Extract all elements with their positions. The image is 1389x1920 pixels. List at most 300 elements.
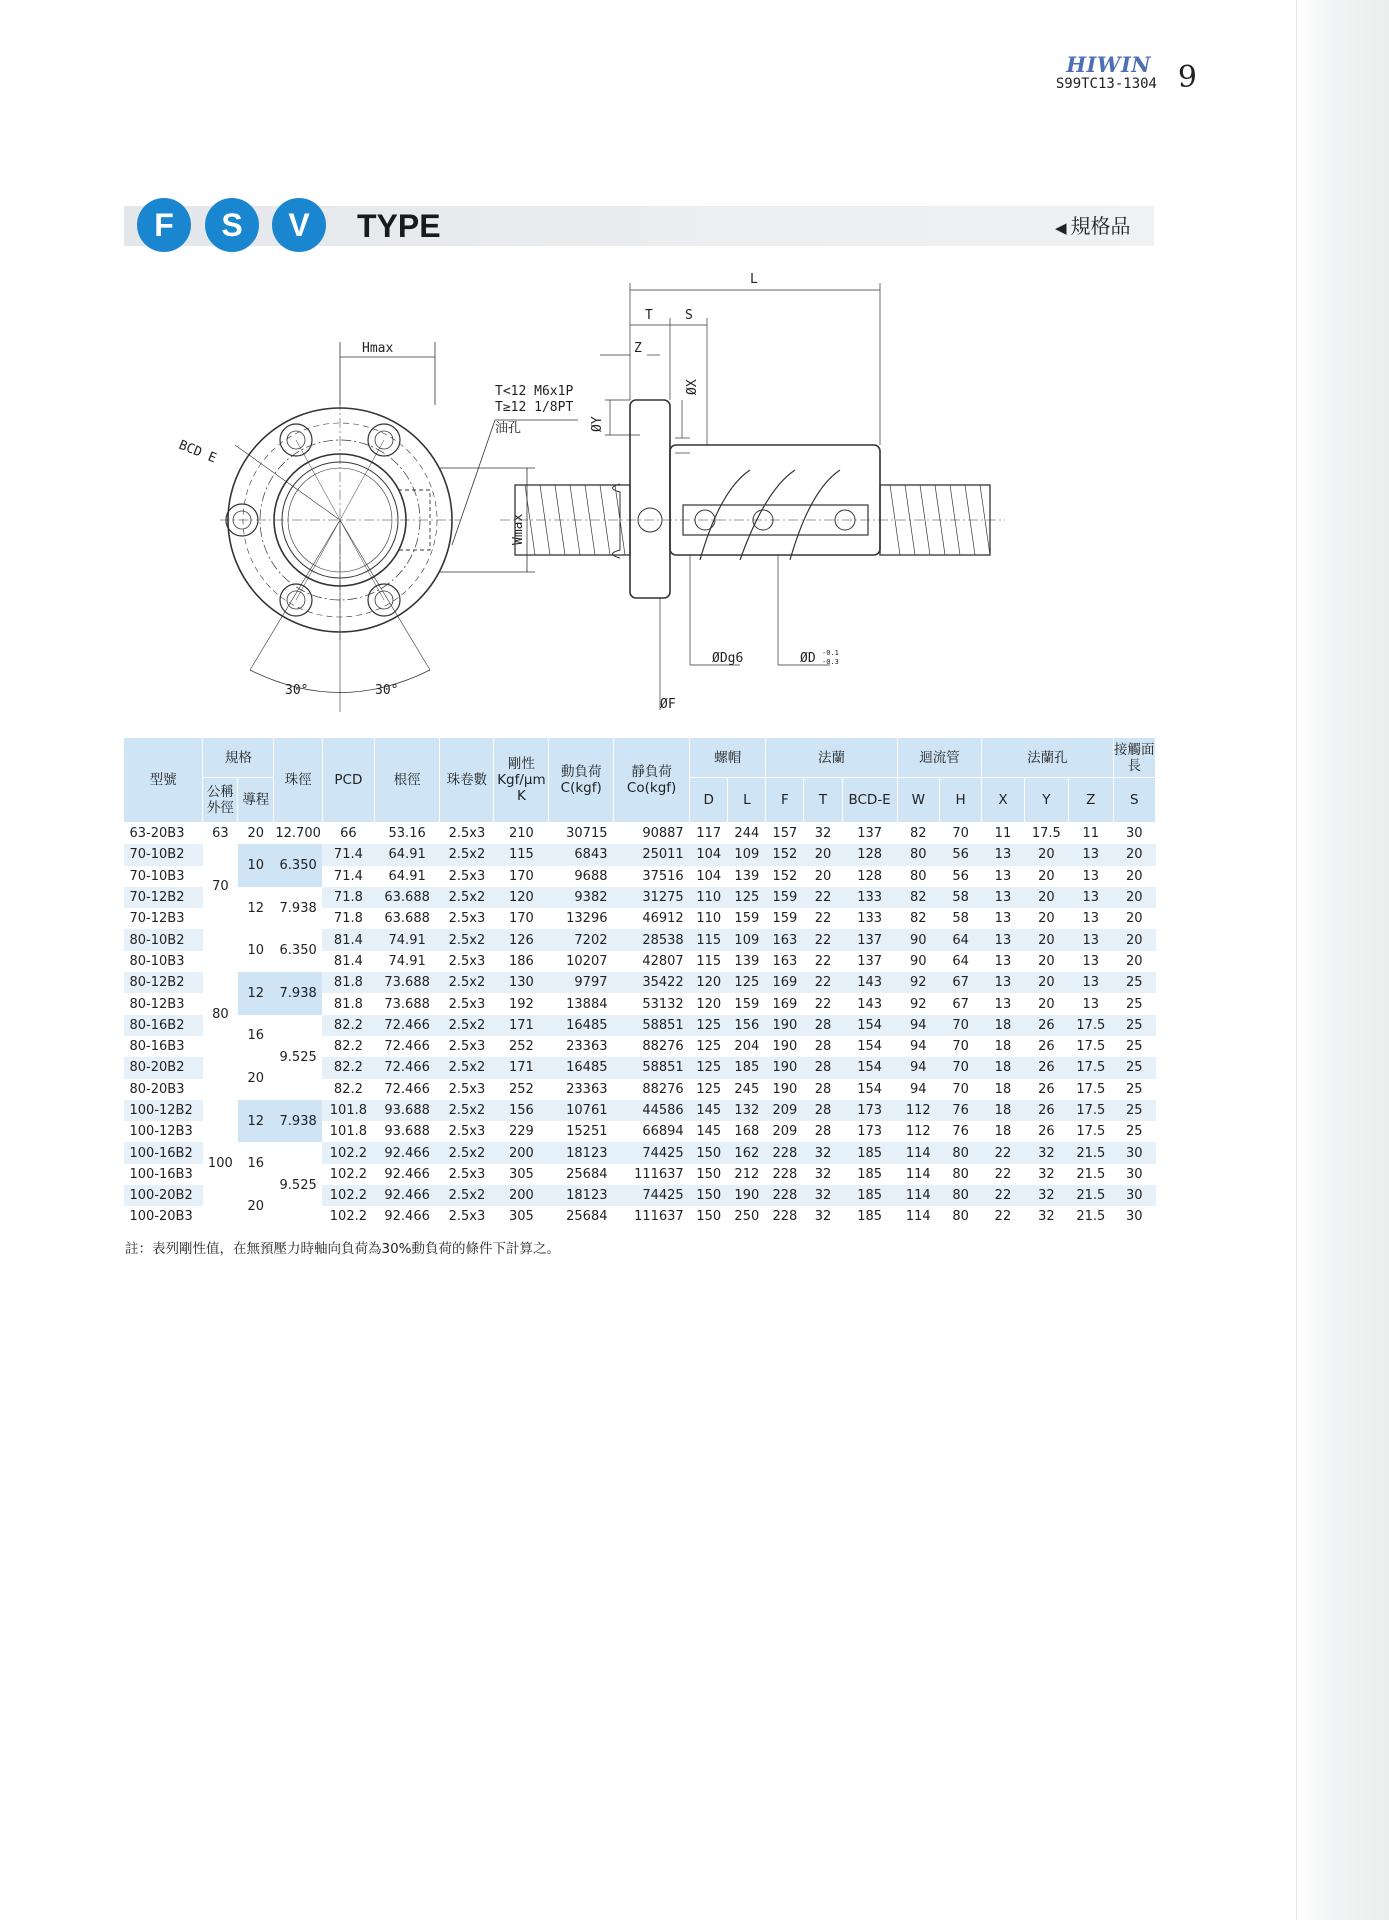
cell-s: 20 [1113, 929, 1155, 950]
cell-s: 25 [1113, 993, 1155, 1014]
table-row [124, 844, 1156, 865]
cell-f: 163 [766, 951, 804, 972]
cell-s: 25 [1113, 1057, 1155, 1078]
th-flange: 法蘭 [766, 738, 897, 778]
cell-model: 70-10B2 [124, 844, 203, 865]
cell-h: 56 [939, 844, 981, 865]
cell-pcd: 101.8 [322, 1100, 374, 1121]
cell-h: 80 [939, 1142, 981, 1163]
cell-d: 125 [690, 1036, 728, 1057]
cell-circ: 2.5x3 [440, 1206, 494, 1227]
cell-y: 26 [1024, 1036, 1068, 1057]
footnote: 註：表列剛性值，在無預壓力時軸向負荷為30%動負荷的條件下計算之。 [125, 1241, 561, 1257]
cell-s: 25 [1113, 1036, 1155, 1057]
cell-nominal-od: 63 [203, 823, 238, 845]
cell-x: 13 [982, 908, 1024, 929]
cell-nominal-od: 80 [203, 929, 238, 1099]
cell-f: 157 [766, 823, 804, 845]
cell-bcde: 185 [842, 1206, 897, 1227]
cell-z: 21.5 [1069, 1142, 1113, 1163]
cell-model: 63-20B3 [124, 823, 203, 845]
cell-root: 93.688 [374, 1121, 440, 1142]
doc-code: S99TC13-1304 [1055, 76, 1157, 92]
label-dim-l: L [750, 272, 758, 287]
cell-h: 70 [939, 1015, 981, 1036]
cell-w: 94 [897, 1036, 939, 1057]
cell-co: 46912 [614, 908, 690, 929]
cell-k: 130 [494, 972, 549, 993]
cell-w: 80 [897, 844, 939, 865]
cell-pcd: 102.2 [322, 1206, 374, 1227]
cell-w: 90 [897, 929, 939, 950]
cell-model: 80-20B3 [124, 1079, 203, 1100]
cell-bcde: 137 [842, 823, 897, 845]
cell-h: 80 [939, 1185, 981, 1206]
cell-bcde: 185 [842, 1142, 897, 1163]
cell-l: 125 [728, 972, 766, 993]
cell-circ: 2.5x2 [440, 1142, 494, 1163]
cell-pcd: 71.8 [322, 908, 374, 929]
label-dim-s: S [685, 308, 693, 323]
cell-y: 17.5 [1024, 823, 1068, 845]
label-dim-y: ØY [590, 416, 605, 432]
cell-c: 23363 [549, 1079, 614, 1100]
th-d: D [690, 778, 728, 823]
cell-t: 32 [804, 1206, 842, 1227]
cell-t: 22 [804, 972, 842, 993]
standard-label-text: 規格品 [1070, 214, 1131, 238]
cell-d: 125 [690, 1057, 728, 1078]
cell-z: 11 [1069, 823, 1113, 845]
th-spec: 規格 [203, 738, 274, 778]
cell-t: 28 [804, 1079, 842, 1100]
cell-d: 125 [690, 1015, 728, 1036]
cell-k: 170 [494, 908, 549, 929]
cell-f: 163 [766, 929, 804, 950]
cell-model: 100-16B2 [124, 1142, 203, 1163]
cell-circ: 2.5x3 [440, 1079, 494, 1100]
cell-model: 80-16B3 [124, 1036, 203, 1057]
cell-pcd: 82.2 [322, 1036, 374, 1057]
th-flange-hole: 法蘭孔 [982, 738, 1113, 778]
cell-y: 32 [1024, 1142, 1068, 1163]
cell-root: 92.466 [374, 1142, 440, 1163]
cell-root: 64.91 [374, 844, 440, 865]
cell-t: 22 [804, 951, 842, 972]
cell-z: 13 [1069, 993, 1113, 1014]
cell-h: 56 [939, 866, 981, 887]
table-row [124, 1142, 1156, 1163]
th-w: W [897, 778, 939, 823]
cell-c: 16485 [549, 1015, 614, 1036]
left-triangle-icon: ◀ [1055, 219, 1067, 237]
cell-circ: 2.5x3 [440, 1164, 494, 1185]
cell-c: 7202 [549, 929, 614, 950]
th-nominal-od: 公稱外徑 [203, 778, 238, 823]
cell-model: 100-12B3 [124, 1121, 203, 1142]
cell-x: 18 [982, 1121, 1024, 1142]
cell-co: 25011 [614, 844, 690, 865]
cell-ball: 9.525 [274, 1142, 323, 1227]
cell-pcd: 81.4 [322, 951, 374, 972]
cell-t: 22 [804, 993, 842, 1014]
table-row [124, 887, 1156, 908]
cell-l: 125 [728, 887, 766, 908]
cell-c: 9382 [549, 887, 614, 908]
cell-z: 21.5 [1069, 1206, 1113, 1227]
cell-d: 150 [690, 1142, 728, 1163]
cell-h: 80 [939, 1164, 981, 1185]
cell-x: 13 [982, 972, 1024, 993]
cell-c: 10207 [549, 951, 614, 972]
cell-ball: 6.350 [274, 929, 323, 972]
cell-y: 32 [1024, 1206, 1068, 1227]
cell-pcd: 71.4 [322, 844, 374, 865]
cell-lead: 12 [238, 887, 274, 930]
cell-k: 171 [494, 1015, 549, 1036]
cell-t: 20 [804, 866, 842, 887]
cell-root: 73.688 [374, 972, 440, 993]
th-x: X [982, 778, 1024, 823]
cell-z: 21.5 [1069, 1164, 1113, 1185]
cell-f: 152 [766, 844, 804, 865]
cell-z: 13 [1069, 887, 1113, 908]
label-dim-t: T [645, 308, 653, 323]
cell-root: 72.466 [374, 1015, 440, 1036]
cell-f: 169 [766, 993, 804, 1014]
cell-model: 80-10B2 [124, 929, 203, 950]
cell-root: 74.91 [374, 929, 440, 950]
cell-y: 20 [1024, 844, 1068, 865]
cell-d: 150 [690, 1185, 728, 1206]
cell-bcde: 154 [842, 1079, 897, 1100]
cell-circ: 2.5x3 [440, 993, 494, 1014]
cell-z: 21.5 [1069, 1185, 1113, 1206]
cell-t: 28 [804, 1057, 842, 1078]
cell-s: 25 [1113, 972, 1155, 993]
cell-x: 18 [982, 1036, 1024, 1057]
cell-t: 22 [804, 887, 842, 908]
cell-l: 245 [728, 1079, 766, 1100]
cell-bcde: 143 [842, 993, 897, 1014]
cell-pcd: 66 [322, 823, 374, 845]
cell-y: 26 [1024, 1079, 1068, 1100]
cell-nominal-od: 100 [203, 1100, 238, 1228]
cell-l: 212 [728, 1164, 766, 1185]
cell-model: 80-12B3 [124, 993, 203, 1014]
cell-d: 145 [690, 1121, 728, 1142]
cell-pcd: 71.8 [322, 887, 374, 908]
cell-d: 120 [690, 972, 728, 993]
cell-root: 93.688 [374, 1100, 440, 1121]
cell-t: 32 [804, 823, 842, 845]
cell-x: 18 [982, 1015, 1024, 1036]
cell-bcde: 154 [842, 1036, 897, 1057]
cell-k: 171 [494, 1057, 549, 1078]
cell-circ: 2.5x2 [440, 844, 494, 865]
th-h: H [939, 778, 981, 823]
cell-lead: 10 [238, 929, 274, 972]
cell-co: 74425 [614, 1142, 690, 1163]
cell-bcde: 143 [842, 972, 897, 993]
cell-s: 20 [1113, 866, 1155, 887]
technical-drawing [100, 260, 1100, 730]
label-dim-f: ØF [660, 697, 676, 712]
cell-z: 13 [1069, 844, 1113, 865]
label-dim-x: ØX [685, 379, 700, 395]
cell-h: 58 [939, 908, 981, 929]
cell-pcd: 81.4 [322, 929, 374, 950]
cell-f: 159 [766, 887, 804, 908]
cell-co: 37516 [614, 866, 690, 887]
cell-h: 80 [939, 1206, 981, 1227]
cell-f: 228 [766, 1164, 804, 1185]
th-z: Z [1069, 778, 1113, 823]
cell-ball: 7.938 [274, 972, 323, 1015]
cell-circ: 2.5x2 [440, 1185, 494, 1206]
cell-k: 210 [494, 823, 549, 845]
cell-x: 13 [982, 844, 1024, 865]
th-nut: 螺帽 [690, 738, 766, 778]
cell-x: 13 [982, 866, 1024, 887]
cell-t: 28 [804, 1100, 842, 1121]
type-label: TYPE [357, 208, 441, 244]
table-row [124, 1015, 1156, 1036]
cell-co: 88276 [614, 1079, 690, 1100]
cell-circ: 2.5x2 [440, 1015, 494, 1036]
cell-z: 17.5 [1069, 1100, 1113, 1121]
cell-d: 104 [690, 866, 728, 887]
cell-l: 156 [728, 1015, 766, 1036]
cell-bcde: 128 [842, 844, 897, 865]
page-number: 9 [1177, 60, 1197, 95]
cell-x: 22 [982, 1142, 1024, 1163]
th-f: F [766, 778, 804, 823]
cell-z: 13 [1069, 951, 1113, 972]
cell-x: 22 [982, 1164, 1024, 1185]
cell-x: 13 [982, 887, 1024, 908]
cell-z: 17.5 [1069, 1057, 1113, 1078]
cell-c: 18123 [549, 1142, 614, 1163]
cell-s: 30 [1113, 1164, 1155, 1185]
cell-pcd: 101.8 [322, 1121, 374, 1142]
th-s: S [1113, 778, 1155, 823]
cell-l: 168 [728, 1121, 766, 1142]
cell-ball: 12.700 [274, 823, 323, 845]
cell-c: 23363 [549, 1036, 614, 1057]
cell-co: 42807 [614, 951, 690, 972]
cell-y: 20 [1024, 887, 1068, 908]
cell-l: 139 [728, 866, 766, 887]
cell-h: 67 [939, 993, 981, 1014]
cell-w: 92 [897, 993, 939, 1014]
label-dim-z: Z [634, 341, 642, 356]
cell-root: 92.466 [374, 1206, 440, 1227]
label-hmax: Hmax [362, 341, 394, 356]
cell-circ: 2.5x3 [440, 951, 494, 972]
cell-root: 72.466 [374, 1079, 440, 1100]
cell-z: 17.5 [1069, 1121, 1113, 1142]
cell-circ: 2.5x2 [440, 929, 494, 950]
cell-k: 120 [494, 887, 549, 908]
cell-s: 20 [1113, 844, 1155, 865]
label-bcd: BCD E [176, 437, 219, 467]
cell-y: 20 [1024, 993, 1068, 1014]
th-stiffness: 剛性 Kgf/μm K [494, 738, 549, 823]
cell-root: 74.91 [374, 951, 440, 972]
cell-lead: 20 [238, 1057, 274, 1100]
cell-model: 80-20B2 [124, 1057, 203, 1078]
cell-lead: 20 [238, 823, 274, 845]
cell-w: 80 [897, 866, 939, 887]
cell-f: 228 [766, 1185, 804, 1206]
cell-s: 25 [1113, 1079, 1155, 1100]
table-row [124, 1100, 1156, 1121]
standard-label [1055, 210, 1131, 239]
cell-h: 70 [939, 1079, 981, 1100]
badge-f: F [137, 198, 191, 252]
cell-circ: 2.5x3 [440, 1121, 494, 1142]
cell-model: 80-16B2 [124, 1015, 203, 1036]
cell-z: 13 [1069, 972, 1113, 993]
cell-x: 18 [982, 1057, 1024, 1078]
cell-y: 26 [1024, 1057, 1068, 1078]
cell-s: 30 [1113, 1185, 1155, 1206]
cell-l: 250 [728, 1206, 766, 1227]
cell-pcd: 81.8 [322, 993, 374, 1014]
cell-k: 252 [494, 1079, 549, 1100]
cell-w: 114 [897, 1185, 939, 1206]
cell-co: 28538 [614, 929, 690, 950]
cell-f: 209 [766, 1100, 804, 1121]
cell-x: 13 [982, 993, 1024, 1014]
cell-h: 70 [939, 1036, 981, 1057]
cell-c: 25684 [549, 1206, 614, 1227]
cell-l: 159 [728, 993, 766, 1014]
th-model: 型號 [124, 738, 203, 823]
cell-h: 58 [939, 887, 981, 908]
cell-circ: 2.5x2 [440, 1057, 494, 1078]
cell-f: 169 [766, 972, 804, 993]
cell-z: 17.5 [1069, 1015, 1113, 1036]
cell-z: 17.5 [1069, 1036, 1113, 1057]
cell-w: 94 [897, 1015, 939, 1036]
cell-co: 88276 [614, 1036, 690, 1057]
label-angle-1: 30° [285, 683, 309, 698]
cell-co: 111637 [614, 1206, 690, 1227]
cell-c: 9688 [549, 866, 614, 887]
cell-h: 67 [939, 972, 981, 993]
cell-t: 32 [804, 1185, 842, 1206]
cell-f: 190 [766, 1057, 804, 1078]
th-fit-length: 接觸面長 [1113, 738, 1155, 778]
cell-c: 30715 [549, 823, 614, 845]
th-return-tube: 迴流管 [897, 738, 982, 778]
cell-circ: 2.5x3 [440, 866, 494, 887]
cell-ball: 6.350 [274, 844, 323, 887]
th-t: T [804, 778, 842, 823]
cell-nominal-od: 70 [203, 844, 238, 929]
cell-bcde: 154 [842, 1015, 897, 1036]
th-bcde: BCD-E [842, 778, 897, 823]
cell-k: 200 [494, 1142, 549, 1163]
cell-root: 72.466 [374, 1057, 440, 1078]
cell-w: 114 [897, 1206, 939, 1227]
cell-d: 120 [690, 993, 728, 1014]
cell-f: 209 [766, 1121, 804, 1142]
cell-model: 80-12B2 [124, 972, 203, 993]
cell-bcde: 128 [842, 866, 897, 887]
cell-lead: 20 [238, 1185, 274, 1228]
cell-h: 64 [939, 929, 981, 950]
cell-l: 139 [728, 951, 766, 972]
cell-pcd: 102.2 [322, 1142, 374, 1163]
cell-x: 18 [982, 1100, 1024, 1121]
cell-w: 114 [897, 1164, 939, 1185]
cell-f: 190 [766, 1079, 804, 1100]
label-oil-3: 油孔 [495, 421, 522, 436]
cell-x: 18 [982, 1079, 1024, 1100]
cell-f: 190 [766, 1015, 804, 1036]
th-ball: 珠徑 [274, 738, 323, 823]
cell-x: 13 [982, 951, 1024, 972]
cell-ball: 7.938 [274, 1100, 323, 1143]
side-view [500, 283, 1005, 710]
label-wmax: Wmax [511, 513, 526, 545]
cell-w: 114 [897, 1142, 939, 1163]
cell-co: 90887 [614, 823, 690, 845]
cell-s: 30 [1113, 1206, 1155, 1227]
label-dim-d: ØD [800, 651, 816, 666]
cell-s: 25 [1113, 1100, 1155, 1121]
cell-model: 100-16B3 [124, 1164, 203, 1185]
cell-l: 159 [728, 908, 766, 929]
cell-k: 156 [494, 1100, 549, 1121]
cell-pcd: 82.2 [322, 1079, 374, 1100]
cell-w: 112 [897, 1100, 939, 1121]
cell-s: 20 [1113, 887, 1155, 908]
cell-t: 20 [804, 844, 842, 865]
cell-k: 126 [494, 929, 549, 950]
cell-d: 150 [690, 1206, 728, 1227]
label-oil-2: T≥12 1/8PT [495, 400, 574, 415]
cell-model: 100-20B2 [124, 1185, 203, 1206]
cell-h: 70 [939, 1057, 981, 1078]
cell-pcd: 102.2 [322, 1185, 374, 1206]
cell-c: 15251 [549, 1121, 614, 1142]
cell-d: 110 [690, 908, 728, 929]
cell-c: 25684 [549, 1164, 614, 1185]
badge-s: S [205, 198, 259, 252]
cell-c: 18123 [549, 1185, 614, 1206]
cell-co: 53132 [614, 993, 690, 1014]
cell-bcde: 185 [842, 1164, 897, 1185]
cell-l: 204 [728, 1036, 766, 1057]
cell-lead: 16 [238, 1142, 274, 1185]
cell-co: 44586 [614, 1100, 690, 1121]
th-lead: 導程 [238, 778, 274, 823]
cell-pcd: 82.2 [322, 1057, 374, 1078]
cell-s: 20 [1113, 951, 1155, 972]
cell-circ: 2.5x3 [440, 823, 494, 845]
cell-f: 228 [766, 1206, 804, 1227]
cell-x: 13 [982, 929, 1024, 950]
cell-co: 58851 [614, 1057, 690, 1078]
cell-t: 28 [804, 1036, 842, 1057]
th-circuits: 珠卷數 [440, 738, 494, 823]
th-pcd: PCD [322, 738, 374, 823]
cell-t: 32 [804, 1142, 842, 1163]
